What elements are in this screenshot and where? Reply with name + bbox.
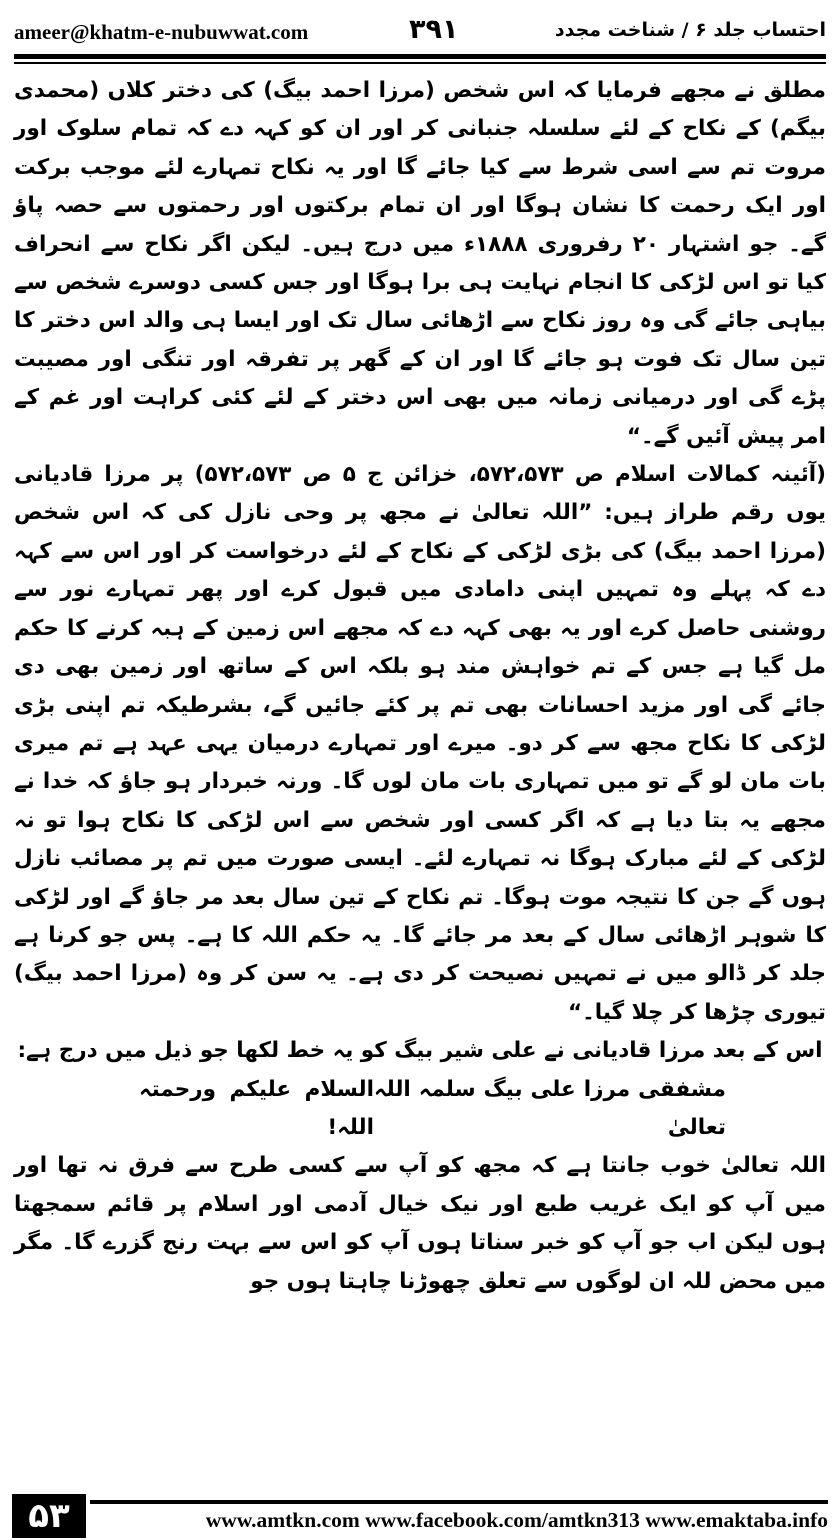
footer-rule [90,1500,828,1504]
letter-greeting: السلام علیکم ورحمتہ اللہ! [139,1076,374,1140]
letter-body: اللہ تعالیٰ خوب جانتا ہے کہ مجھ کو آپ سے کسی طرح سے فرق نہ تھا اور میں آپ کو ایک غریب طبع اور نیک خیال آدمی اور اسلام پر قائم سمجھتا ہوں لیکن اب جو آپ کو خبر سناتا ہوں آپ کو اس سے بہت رنج گزرے گا۔ مگر میں محض للہ ان لوگوں سے تعلق چھوڑنا چاہتا ہوں جو [14,1153,826,1294]
paragraph-2: (آئینہ کمالات اسلام ص ۵۷۲،۵۷۳، خزائن ج ۵ ص ۵۷۲،۵۷۳) پر مرزا قادیانی یوں رقم طراز ہیں: ”اللہ تعالیٰ نے مجھ پر وحی نازل کی کہ اس شخص (مرزا احمد بیگ) کی بڑی لڑکی کے نکاح کے لئے درخواست کر اور اس سے کہہ دے کہ پہلے وہ تمہیں اپنی دامادی میں قبول کرے اور پھر تمہارے نور سے روشنی حاصل کرے اور یہ بھی کہہ دے کہ مجھے اس زمین کے ہبہ کرنے کا حکم مل گیا ہے جس کے تم خواہش مند ہو بلکہ اس کے ساتھ اور زمین بھی دی جائے گی اور مزید احسانات بھی تم پر کئے جائیں گے، بشرطیکہ تم اپنی بڑی لڑکی کا نکاح مجھ سے کر دو۔ میرے اور تمہارے درمیان یہی عہد ہے تم میری بات مان لو گے تو میں تمہاری بات مان لوں گا۔ ورنہ خبردار ہو جاؤ کہ خدا نے مجھے یہ بتا دیا ہے کہ اگر کسی اور شخص سے اس لڑکی کا نکاح ہوا تو نہ لڑکی کے لئے مبارک ہوگا نہ تمہارے لئے۔ ایسی صورت میں تم پر مصائب نازل ہوں گے جن کا نتیجہ موت ہوگا۔ تم نکاح کے تین سال بعد مر جاؤ گے اور لڑکی کا شوہر اڑھائی سال کے بعد مر جائے گا۔ یہ حکم اللہ کا ہے۔ پس جو کرنا ہے جلد کر ڈالو میں نے تمہیں نصیحت کر دی ہے۔ یہ سن کر وہ (مرزا احمد بیگ) تیوری چڑھا کر چلا گیا۔“ [14,462,826,1025]
letter-intro: اس کے بعد مرزا قادیانی نے علی شیر بیگ کو یہ خط لکھا جو ذیل میں درج ہے: [17,1038,823,1064]
letter-addressee: مشفقی مرزا علی بیگ سلمہ اللہ تعالیٰ [373,1076,726,1140]
page-footer [0,1494,840,1540]
header-rule-thick [14,54,826,59]
page-header [14,16,826,50]
footer-page-number: ۵۳ [12,1494,86,1538]
paragraph-1: مطلق نے مجھے فرمایا کہ اس شخص (مرزا احمد بیگ) کی دختر کلاں (محمدی بیگم) کے نکاح کے لئے سلسلہ جنبانی کر اور ان کو کہہ دے کہ تمام سلوک اور مروت تم سے اسی شرط سے کیا جائے گا اور یہ نکاح تمہارے لئے موجب برکت اور ایک رحمت کا نشان ہوگا اور ان تمام برکتوں اور رحمتوں سے حصہ پاؤ گے۔ جو اشتہار ۲۰ رفروری ۱۸۸۸ء میں درج ہیں۔ لیکن اگر نکاح سے انحراف کیا تو اس لڑکی کا انجام نہایت ہی برا ہوگا اور جس کسی دوسرے شخص سے بیاہی جائے گی وہ روز نکاح سے اڑھائی سال تک اور ایسا ہی والد اس دختر کا تین سال تک فوت ہو جائے گا اور ان کے گھر پر تفرقہ اور تنگی اور مصیبت پڑے گی اور درمیانی زمانہ میں بھی اس دختر کے لئے کئی کراہت اور غم کے امر پیش آئیں گے۔“ [14,78,826,449]
footer-links: www.amtkn.com www.facebook.com/amtkn313 www.emaktaba.info [205,1508,828,1532]
letter-salutation [14,1071,826,1148]
header-page-number: ۳۹۱ [409,14,459,45]
header-rule-thin [14,62,826,64]
header-running-title: احتساب جلد ۶ / شناخت مجدد [554,19,826,41]
header-email: ameer@khatm-e-nubuwwat.com [14,20,309,44]
page-body [14,72,826,1301]
